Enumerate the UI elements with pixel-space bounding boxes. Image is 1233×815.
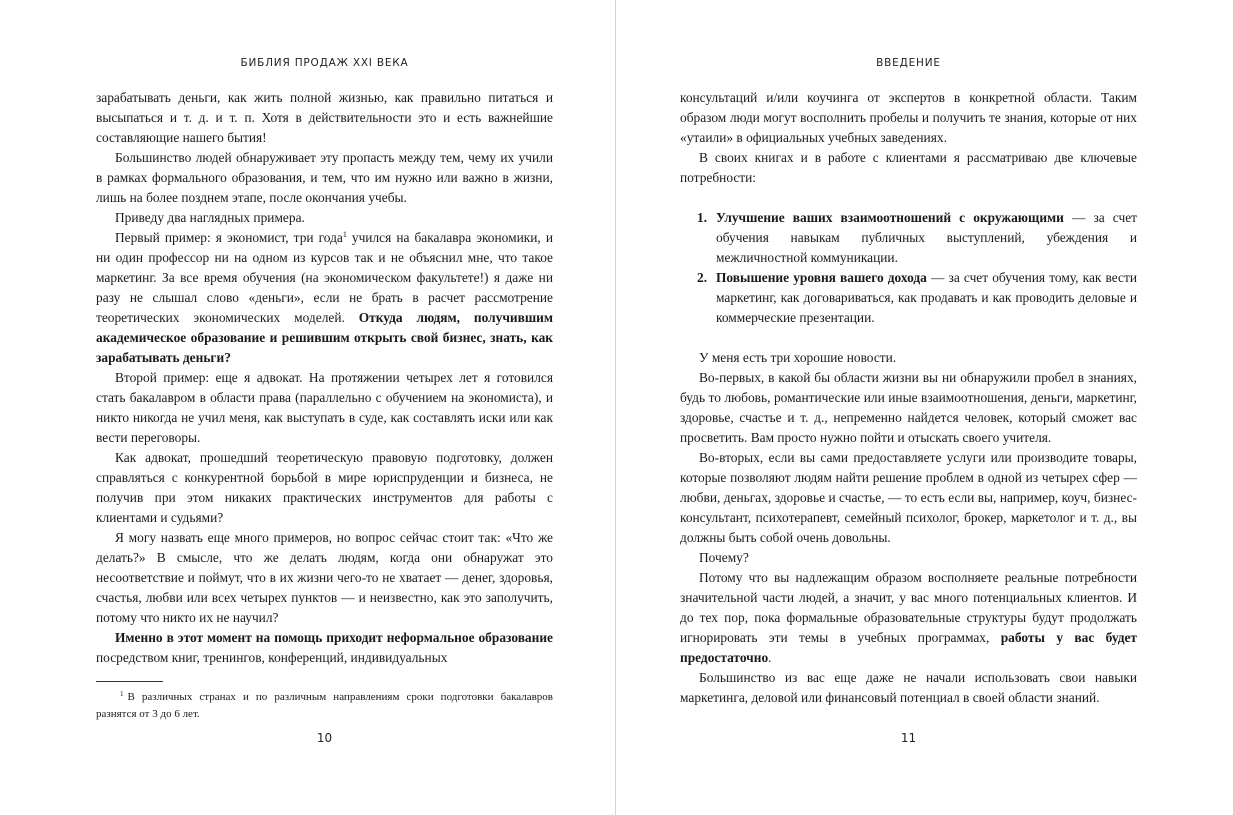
paragraph-text: Потому что вы надлежащим образом восполняете реальные потребности значительной части людей, а значит, у вас много потенциальных клиентов. И до тех пор, пока формальные образовательные структуры будут продолжать игнорировать эти темы в учебных программах, [680, 570, 1137, 645]
paragraph: Как адвокат, прошедший теоретическую правовую подготовку, должен справляться с конкурентной борьбой в мире юриспруденции и бизнеса, не получив при этом никаких практических инструментов для работы с клиентами и судьями? [96, 450, 553, 525]
running-head-chapter-title: ВВЕДЕНИЕ [876, 57, 941, 69]
paragraph-text: посредством книг, тренингов, конференций, индивидуальных [96, 650, 448, 665]
paragraph: Второй пример: еще я адвокат. На протяжении четырех лет я готовился стать бакалавром в области права (параллельно с обучением на экономиста), и никто никогда не учил меня, как выступать в суде, как составлять иски или как вести переговоры. [96, 370, 553, 445]
paragraph: Во-первых, в какой бы области жизни вы ни обнаружили пробел в знаниях, будь то любовь, романтические или иные взаимоотношения, деньги, маркетинг, здоровье, счастье и т. д., непременно найдется человек, который сможет вас просветить. Вам просто нужно пойти и отыскать своего учителя. [680, 370, 1137, 445]
list-item [680, 208, 1137, 268]
bold-emphasis: Повышение уровня вашего дохода [716, 270, 927, 285]
left-page-body [96, 88, 553, 668]
bold-emphasis: Улучшение ваших взаимоотношений с окружающими [716, 210, 1064, 225]
bold-emphasis: работы у вас будет предостаточно [680, 630, 1137, 665]
right-page [616, 0, 1233, 815]
list-item [680, 268, 1137, 328]
list-number: 1. [697, 210, 708, 225]
paragraph: Большинство людей обнаруживает эту пропасть между тем, чему их учили в рамках формального образования, и тем, что им нужно или важно в жизни, лишь на более позднем этапе, после окончания учебы. [96, 150, 553, 205]
bold-emphasis: Именно в этот момент на помощь приходит неформальное образование [115, 630, 553, 645]
right-page-body [680, 88, 1137, 708]
paragraph [96, 228, 553, 368]
left-page [0, 0, 615, 815]
page-number: 11 [900, 731, 917, 745]
footnote [96, 686, 553, 723]
paragraph-text: Первый пример: я экономист, три года [115, 230, 343, 245]
paragraph-text: . [768, 650, 772, 665]
paragraph-text: учился на бакалавра экономики, и ни один профессор ни на одном из курсов так и не объяснил мне, что такое маркетинг. За все время обучения (на экономическом факультете!) я даже ни разу не слышал слово «деньги», если не брать в расчет рассмотрение теоретических экономических моделей. [96, 230, 553, 325]
page-number: 10 [316, 731, 333, 745]
numbered-list [680, 208, 1137, 328]
paragraph: Я могу назвать еще много примеров, но вопрос сейчас стоит так: «Что же делать?» В смысле, что же делать людям, когда они обнаружат это несоответствие и поймут, что в их жизни чего-то не хватает — денег, здоровья, счастья, любви или всех четырех пунктов — и неизвестно, как это заполучить, потому что никто их не научил? [96, 530, 553, 625]
footnote-rule [96, 681, 163, 682]
bold-emphasis: Откуда людям, получившим академическое образование и решившим открыть свой бизнес, знать, как зарабатывать деньги? [96, 310, 553, 365]
paragraph: В своих книгах и в работе с клиентами я рассматриваю две ключевые потребности: [680, 150, 1137, 185]
paragraph: Во-вторых, если вы сами предоставляете услуги или производите товары, которые позволяют людям найти решение проблем в одной из четырех сфер — любви, деньгах, здоровье и счастье, — то есть если вы, например, коуч, бизнес-консультант, психотерапевт, семейный психолог, брокер, маркетолог и т. д., вы должны быть собой очень довольны. [680, 450, 1137, 545]
list-item-text: — за счет обучения тому, как вести маркетинг, как договариваться, как продавать и как проводить деловые и коммерческие презентации. [716, 270, 1137, 325]
paragraph [680, 568, 1137, 668]
paragraph: Почему? [699, 550, 749, 565]
running-head-book-title: БИБЛИЯ ПРОДАЖ XXI ВЕКА [240, 57, 409, 69]
paragraph: У меня есть три хорошие новости. [699, 350, 897, 365]
footnote-reference[interactable]: 1 [342, 230, 347, 239]
paragraph: консультаций и/или коучинга от экспертов в конкретной области. Таким образом люди могут восполнить пробелы и получить те знания, которые от них «утаили» в официальных учебных заведениях. [680, 90, 1137, 145]
footnote-mark: 1 [120, 690, 124, 698]
paragraph: зарабатывать деньги, как жить полной жизнью, как правильно питаться и высыпаться и т. д. и т. п. Хотя в действительности это и есть важнейшие составляющие нашего бытия! [96, 90, 553, 145]
paragraph [96, 628, 553, 668]
paragraph: Приведу два наглядных примера. [115, 210, 305, 225]
paragraph: Большинство из вас еще даже не начали использовать свои навыки маркетинга, деловой или финансовый потенциал в своей области знаний. [680, 670, 1137, 705]
footnote-text: В различных странах и по различным направлениям сроки подготовки бакалавров разнятся от 3 до 6 лет. [96, 691, 553, 720]
list-number: 2. [697, 270, 708, 285]
list-item-text: — за счет обучения навыкам публичных выступлений, убеждения и межличностной коммуникации. [716, 210, 1138, 265]
